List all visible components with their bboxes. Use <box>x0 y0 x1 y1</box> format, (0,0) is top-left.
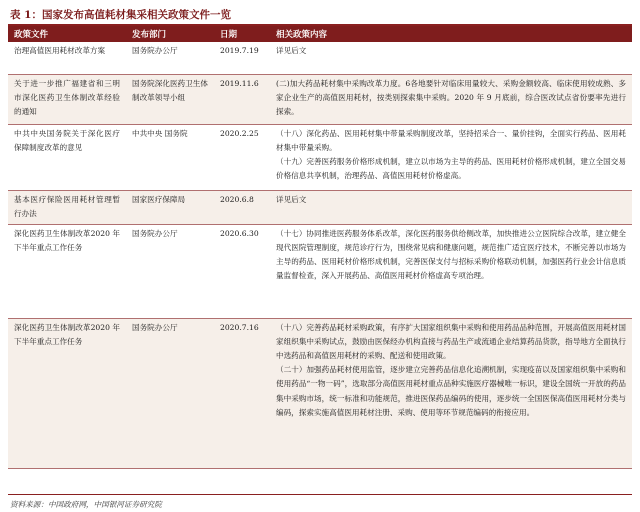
table-row <box>8 224 632 318</box>
content-paragraph: 详见后文 <box>276 46 307 55</box>
date-cell: 2020.6.30 <box>214 224 270 318</box>
department-cell: 国务院办公厅 <box>126 224 214 318</box>
content-cell <box>270 224 632 318</box>
content-paragraph: （二十）加强药品耗材使用监管，逐步建立完善药品信息化追溯机制，实现疫苗以及国家组织集中采购和使用药品“一物一码”，选取部分高值医用耗材重点品种实施医疗器械唯一标识，建设全国统一开放的药品集中采购市场，统一标准和功能规范，推进医保药品编码的使用，逐步统一全国医保高值医用耗材分类与编码，探索实施高值医用耗材注册、采购、使用等环节规范编码的衔接应用。 <box>276 365 626 417</box>
content-paragraph: （十九）完善医药服务价格形成机制，建立以市场为主导的药品、医用耗材价格形成机制，建立全国交易价格信息共享机制，治理药品、高值医用耗材价格虚高。 <box>276 156 626 181</box>
bottom-divider <box>8 494 632 495</box>
header-date: 日期 <box>214 26 270 42</box>
policy-file-cell: 中共中央国务院关于深化医疗保障制度改革的意见 <box>8 124 126 190</box>
table-row <box>8 124 632 190</box>
policy-file-cell: 基本医疗保险医用耗材管理暂行办法 <box>8 190 126 224</box>
content-cell <box>270 74 632 124</box>
content-cell <box>270 42 632 74</box>
source-note: 资料来源：中国政府网，中国银河证券研究院 <box>10 500 162 509</box>
department-cell: 中共中央 国务院 <box>126 124 214 190</box>
table-row <box>8 42 632 74</box>
department-cell: 国务院办公厅 <box>126 318 214 468</box>
policy-file-cell: 治理高值医用耗材改革方案 <box>8 42 126 74</box>
header-policy-file: 政策文件 <box>8 26 126 42</box>
content-cell <box>270 124 632 190</box>
date-cell: 2020.7.16 <box>214 318 270 468</box>
policy-table <box>8 26 632 469</box>
policy-file-cell: 深化医药卫生体制改革2020 年下半年重点工作任务 <box>8 318 126 468</box>
content-cell <box>270 318 632 468</box>
table-row <box>8 318 632 468</box>
content-paragraph: （十八）深化药品、医用耗材集中带量采购制度改革，坚持招采合一、量价挂钩，全面实行药品、医用耗材集中带量采购。 <box>276 128 626 152</box>
header-department: 发布部门 <box>126 26 214 42</box>
department-cell: 国家医疗保障局 <box>126 190 214 224</box>
policy-file-cell: 关于进一步推广福建省和三明市深化医药卫生体制改革经验的通知 <box>8 74 126 124</box>
table-row <box>8 74 632 124</box>
department-cell: 国务院深化医药卫生体制改革领导小组 <box>126 74 214 124</box>
date-cell: 2019.11.6 <box>214 74 270 124</box>
header-content: 相关政策内容 <box>270 26 632 42</box>
date-cell: 2020.6.8 <box>214 190 270 224</box>
content-cell <box>270 190 632 224</box>
table-header-row <box>8 26 632 42</box>
content-paragraph: （十八）完善药品耗材采购政策，有序扩大国家组织集中采购和使用药品品种范围，开展高值医用耗材国家组织集中采购试点，鼓励由医保经办机构直接与药品生产或流通企业结算药品货款，指导地方全面执行中选药品和高值医用耗材的采购、配送和使用政策。 <box>276 322 626 360</box>
policy-file-cell: 深化医药卫生体制改革2020 年下半年重点工作任务 <box>8 224 126 318</box>
table-title: 表 1：国家发布高值耗材集采相关政策文件一览 <box>8 6 632 26</box>
document <box>8 6 632 509</box>
date-cell: 2020.2.25 <box>214 124 270 190</box>
table-row <box>8 190 632 224</box>
department-cell: 国务院办公厅 <box>126 42 214 74</box>
date-cell: 2019.7.19 <box>214 42 270 74</box>
content-paragraph: （十七）协同推进医药服务体系改革，深化医药服务供给侧改革，加快推进公立医院综合改革，建立健全现代医院管理制度，规范诊疗行为，围绕常见病和健康问题，规范推广适宜医疗技术，不断完善以市场为主导的药品、医用耗材价格形成机制，完善医保支付与招标采购价格联动机制，加强医药行业会计信息质量监督检查，深入开展药品、高值医用耗材价格虚高专项治理。 <box>276 228 626 281</box>
content-paragraph: (二)加大药品耗材集中采购改革力度。6各地要针对临床用量较大、采购金额较高、临床使用较成熟、多家企业生产的高值医用耗材，按类别探索集中采购。2020 年 9 月底前，综合医改试点省份要率先进行探索。 <box>276 78 626 116</box>
content-paragraph: 详见后文 <box>276 194 307 204</box>
